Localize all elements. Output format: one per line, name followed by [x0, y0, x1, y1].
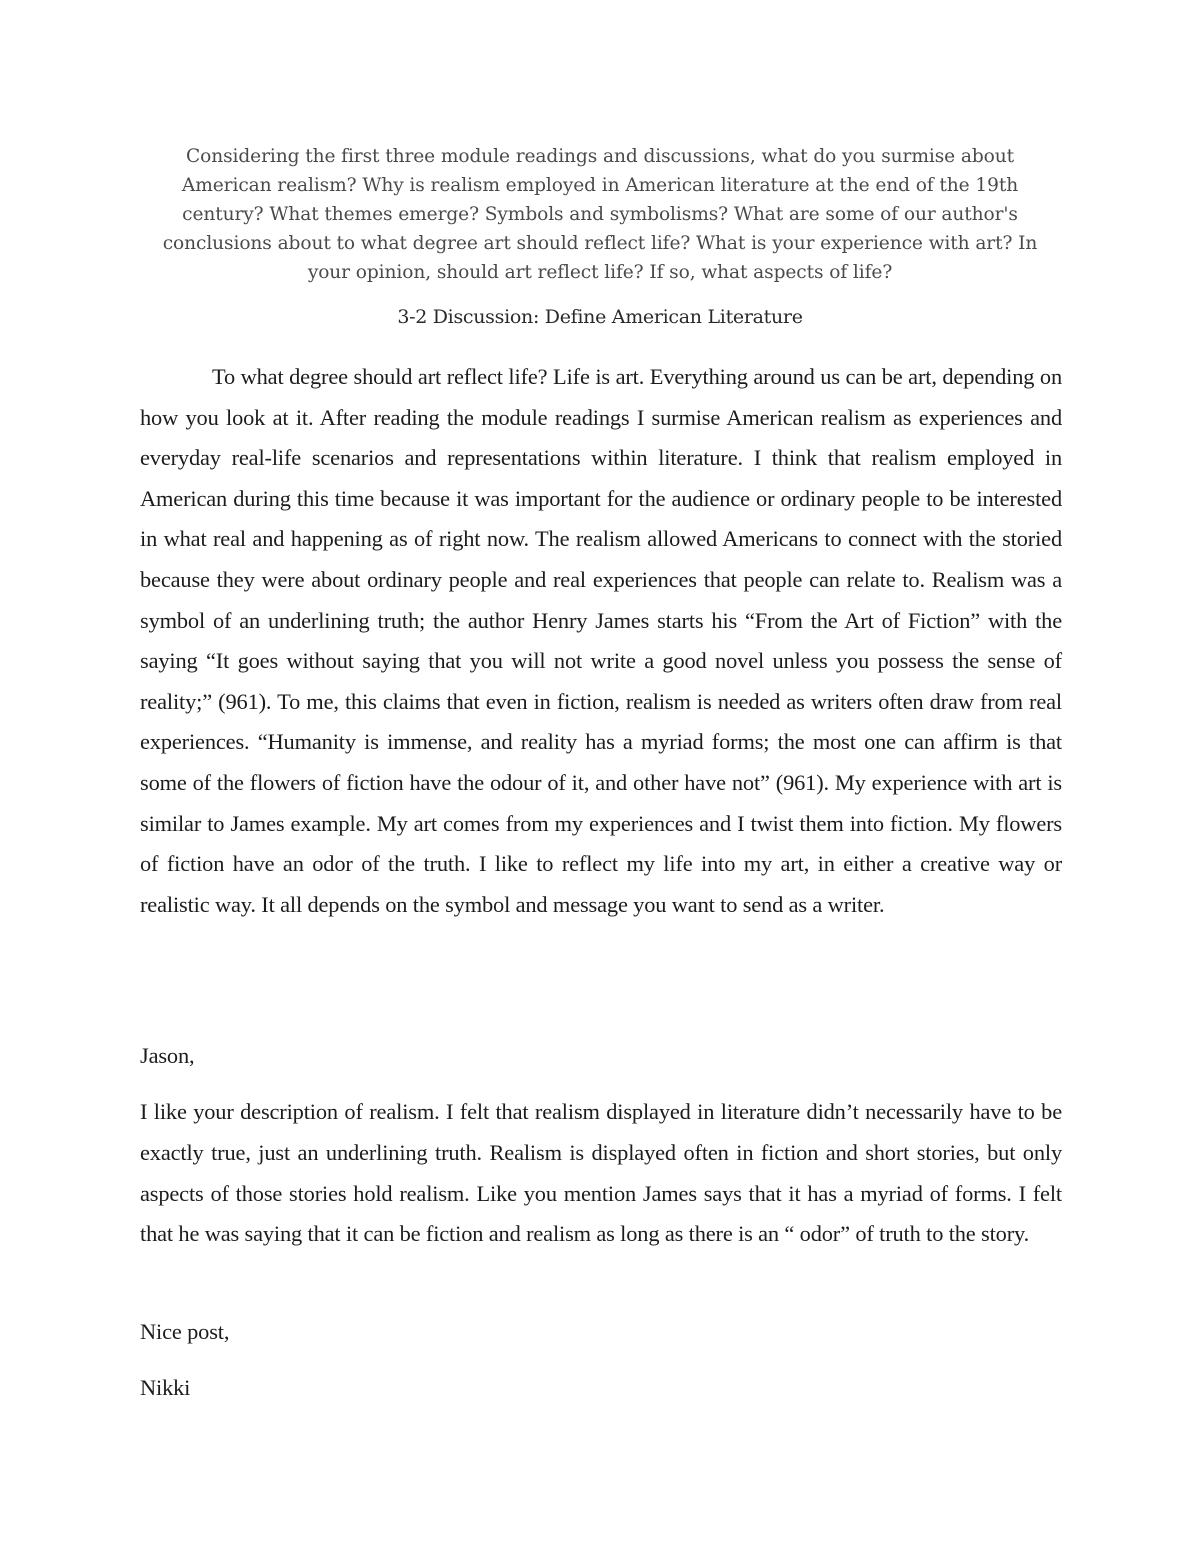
discussion-post-body: To what degree should art reflect life? Life is art. Everything around us can be art, depending on how you look at it. After reading the module readings I surmise American realism as experiences and everyday real-life scenarios and representations within literature. I think that realism employed in American during this time because it was important for the audience or ordinary people to be interested in what real and happening as of right now. The realism allowed Americans to connect with the storied because they were about ordinary people and real experiences that people can relate to. Realism was a symbol of an underlining truth; the author Henry James starts his “From the Art of Fiction” with the saying “It goes without saying that you will not write a good novel unless you possess the sense of reality;” (961). To me, this claims that even in fiction, realism is needed as writers often draw from real experiences. “Humanity is immense, and reality has a myriad forms; the most one can affirm is that some of the flowers of fiction have the odour of it, and other have not” (961). My experience with art is similar to James example. My art comes from my experiences and I twist them into fiction. My flowers of fiction have an odor of the truth. I like to reflect my life into my art, in either a creative way or realistic way. It all depends on the symbol and message you want to send as a writer. — [140, 364, 1062, 917]
reply-closing: Nice post, — [140, 1319, 230, 1344]
discussion-prompt: Considering the first three module readings and discussions, what do you surmise about American realism? Why is realism employed in American literature at the end of the 19th century? What themes emerge? Symbols and symbolisms? What are some of our author's conclusions about to what degree art should reflect life? What is your experience with art? In your opinion, should art reflect life? If so, what aspects of life? — [162, 146, 1038, 283]
reply-signature: Nikki — [140, 1375, 191, 1400]
discussion-heading: 3-2 Discussion: Define American Literature — [397, 306, 803, 328]
reply-greeting: Jason, — [140, 1043, 195, 1068]
reply-body: I like your description of realism. I felt that realism displayed in literature didn’t necessarily have to be exactly true, just an underlining truth. Realism is displayed often in fiction and short stories, but only aspects of those stories hold realism. Like you mention James says that it has a myriad of forms. I felt that he was saying that it can be fiction and realism as long as there is an “ odor” of truth to the story. — [140, 1099, 1062, 1247]
